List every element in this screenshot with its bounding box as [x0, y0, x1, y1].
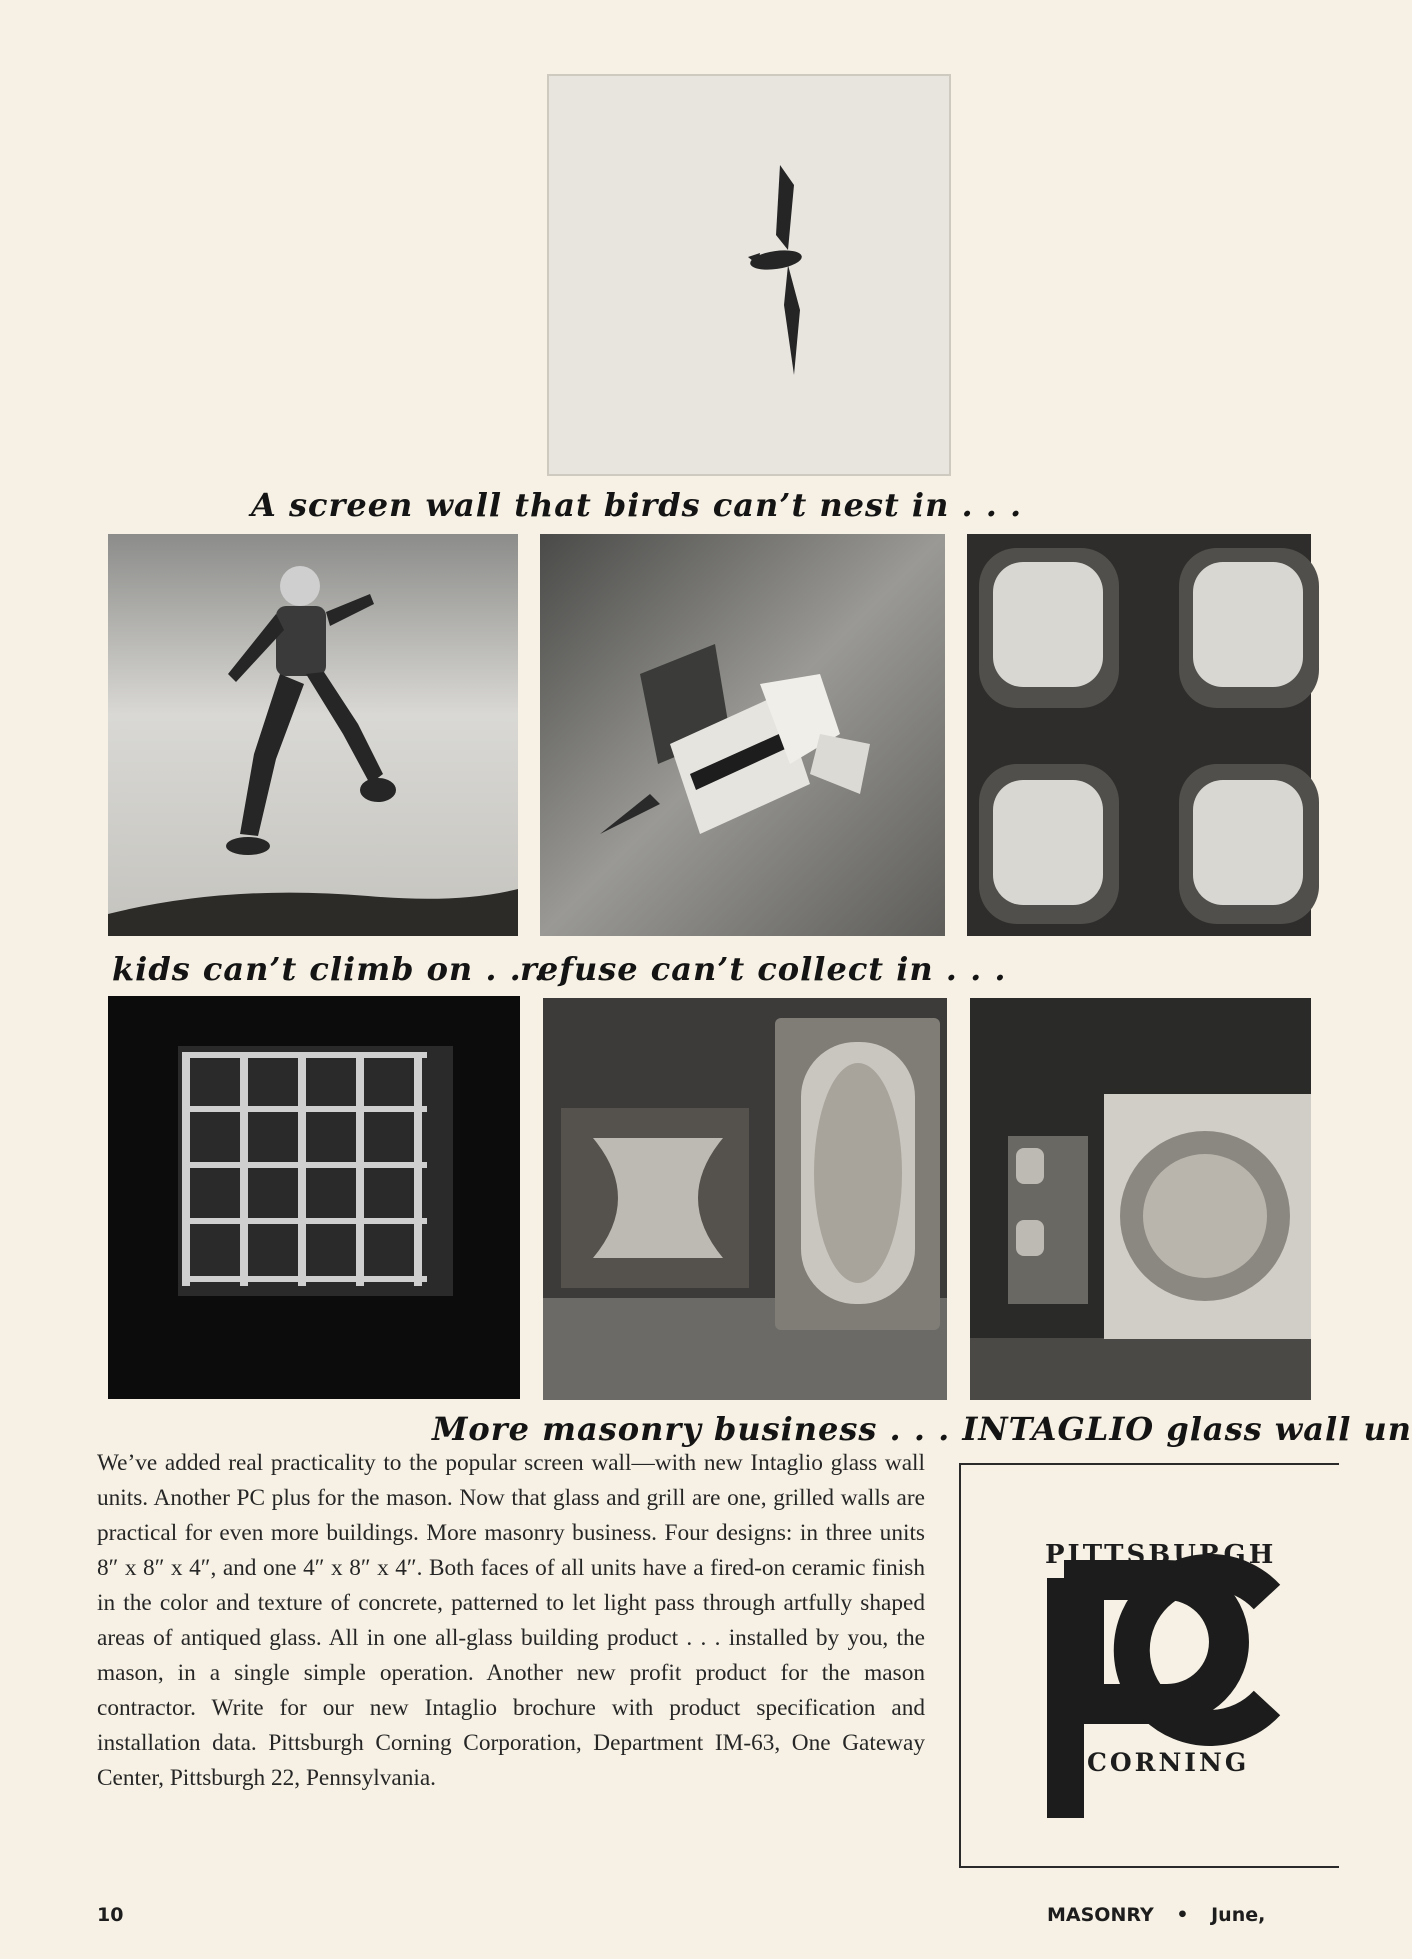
intaglio-units-photo [543, 998, 947, 1400]
footer-month: June, [1211, 1904, 1266, 1926]
footer-bullet: • [1176, 1904, 1189, 1926]
kid-photo [108, 534, 518, 936]
page-number: 10 [97, 1904, 124, 1926]
footer-publication-name: MASONRY [1047, 1904, 1154, 1926]
logo-corning: CORNING [1087, 1748, 1250, 1777]
caption-kids: kids can’t climb on . . . [112, 950, 547, 988]
glass-units-closeup-photo [967, 534, 1311, 936]
refuse-photo [540, 534, 945, 936]
caption-birds: A screen wall that birds can’t nest in . . . [251, 486, 1023, 524]
grille-wall-night-photo [108, 996, 520, 1399]
pc-logo-icon [1047, 1575, 1277, 1765]
circle-units-photo [970, 998, 1311, 1400]
pittsburgh-corning-logo [959, 1463, 1339, 1868]
footer-publication [1047, 1904, 1265, 1926]
registered-mark: ® [1261, 1575, 1277, 1594]
caption-refuse: refuse can’t collect in . . . [520, 950, 1007, 988]
headline: More masonry business . . . INTAGLIO glass wall un [432, 1410, 1412, 1448]
body-copy: We’ve added real practicality to the popular screen wall—with new Intaglio glass wall units. Another PC plus for the mason. Now that glass and grill are one, grilled walls are practical for even more buildings. More masonry business. Four designs: in three units 8″ x 8″ x 4″, and one 4″ x 8″ x 4″. Both faces of all units have a fired-on ceramic finish in the color and texture of concrete, patterned to let light pass through artfully shaped areas of antiqued glass. All in one all-glass building product . . . installed by you, the mason, in a single simple operation. Another new profit product for the mason contractor. Write for our new Intaglio brochure with product specification and installation data. Pittsburgh Corning Corporation, Department IM-63, One Gateway Center, Pittsburgh 22, Pennsylvania. [97, 1450, 925, 1791]
bird-photo [548, 75, 950, 475]
logo-pittsburgh: PITTSBURGH [1045, 1540, 1277, 1570]
